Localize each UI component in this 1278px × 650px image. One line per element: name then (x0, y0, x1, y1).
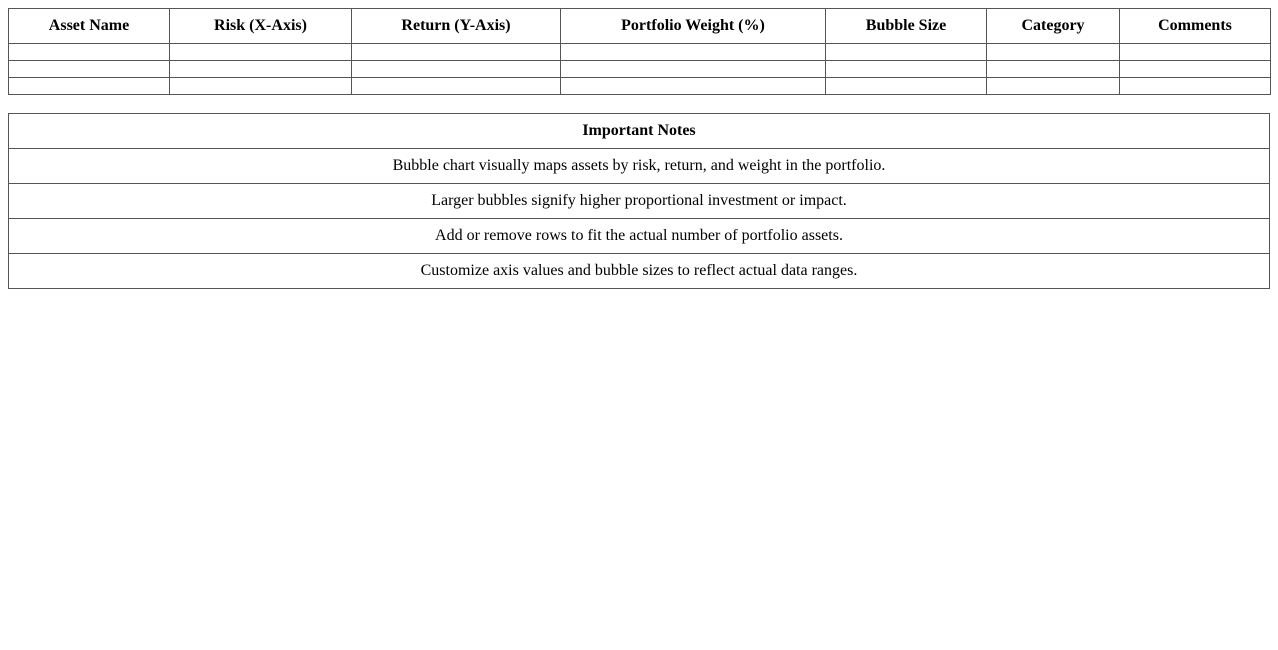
cell-portfolio-weight[interactable] (561, 61, 826, 78)
cell-bubble-size[interactable] (826, 44, 987, 61)
cell-comments[interactable] (1120, 61, 1271, 78)
cell-asset-name[interactable] (9, 61, 170, 78)
note-row (9, 149, 1270, 184)
note-text: Customize axis values and bubble sizes to reflect actual data ranges. (9, 254, 1270, 289)
table-row (9, 61, 1271, 78)
notes-header-row (9, 114, 1270, 149)
cell-asset-name[interactable] (9, 44, 170, 61)
notes-title: Important Notes (9, 114, 1270, 149)
cell-category[interactable] (987, 44, 1120, 61)
header-risk: Risk (X-Axis) (170, 9, 352, 44)
header-bubble-size: Bubble Size (826, 9, 987, 44)
note-text: Add or remove rows to fit the actual number of portfolio assets. (9, 219, 1270, 254)
header-category: Category (987, 9, 1120, 44)
cell-risk[interactable] (170, 78, 352, 95)
header-return: Return (Y-Axis) (352, 9, 561, 44)
cell-risk[interactable] (170, 61, 352, 78)
cell-comments[interactable] (1120, 78, 1271, 95)
assets-header-row (9, 9, 1271, 44)
note-row (9, 254, 1270, 289)
header-portfolio-weight: Portfolio Weight (%) (561, 9, 826, 44)
note-text: Bubble chart visually maps assets by risk, return, and weight in the portfolio. (9, 149, 1270, 184)
note-row (9, 184, 1270, 219)
cell-category[interactable] (987, 78, 1120, 95)
cell-bubble-size[interactable] (826, 61, 987, 78)
cell-bubble-size[interactable] (826, 78, 987, 95)
note-row (9, 219, 1270, 254)
cell-category[interactable] (987, 61, 1120, 78)
cell-risk[interactable] (170, 44, 352, 61)
header-asset-name: Asset Name (9, 9, 170, 44)
cell-return[interactable] (352, 44, 561, 61)
notes-table (8, 113, 1270, 289)
note-text: Larger bubbles signify higher proportional investment or impact. (9, 184, 1270, 219)
table-row (9, 44, 1271, 61)
header-comments: Comments (1120, 9, 1271, 44)
cell-portfolio-weight[interactable] (561, 78, 826, 95)
cell-comments[interactable] (1120, 44, 1271, 61)
cell-portfolio-weight[interactable] (561, 44, 826, 61)
assets-table (8, 8, 1271, 95)
cell-asset-name[interactable] (9, 78, 170, 95)
page (0, 0, 1278, 289)
cell-return[interactable] (352, 78, 561, 95)
cell-return[interactable] (352, 61, 561, 78)
table-row (9, 78, 1271, 95)
